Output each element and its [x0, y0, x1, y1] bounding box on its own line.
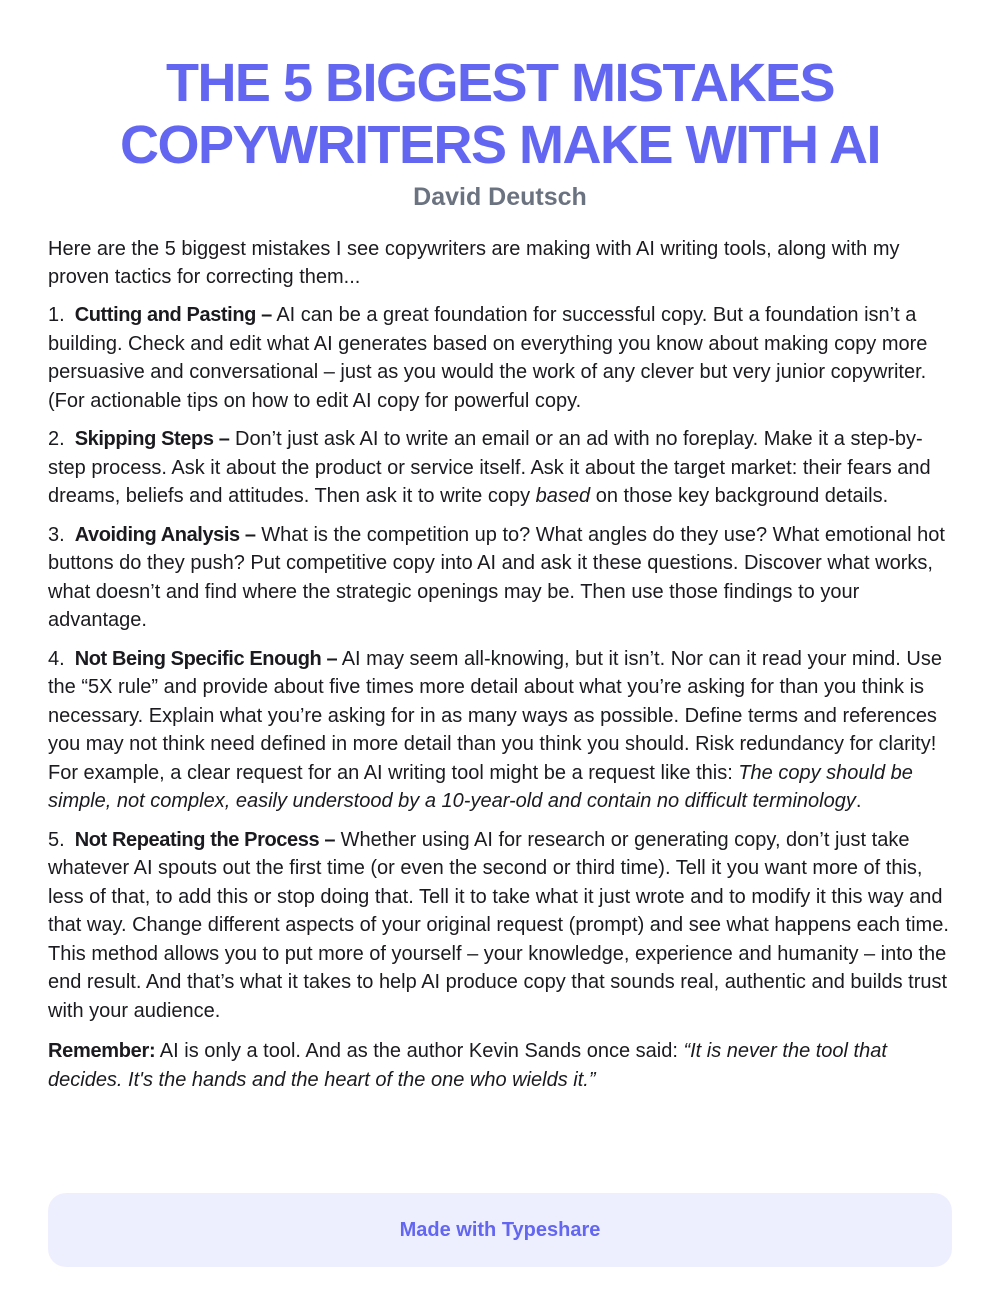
- item-text: Whether using AI for research or generating copy, don’t just take whatever AI spouts out the first time (or even the second or third time). Tell it you want more of this, less of that, to add this or stop doing that. Tell it to take what it just wrote and to modify it this way and that way. Change different aspects of your original request (prompt) and see what happens each time. This method allows you to put more of yourself – your knowledge, experience and humanity – into the end result. And that’s what it takes to help AI produce copy that sounds real, authentic and builds trust with your audience.: [48, 828, 949, 1022]
- item-text: AI can be a great foundation for successful copy. But a foundation isn’t a building. Check and edit what AI generates based on everything you know about making copy more persuasive and conversational – just as you would the work of any clever but very junior copywriter. (For actionable tips on how to edit AI copy for powerful copy.: [48, 304, 928, 412]
- item-number: 2.: [48, 428, 65, 450]
- item-text: AI may seem all-knowing, but it isn’t. Nor can it read your mind. Use the “5X rule” and provide about five times more detail about what you’re asking for than you think is necessary. Explain what you’re asking for in as many ways as possible. Define terms and references you may not think need defined in more detail than you think you should. Risk redundancy for clarity! For example, a clear request for an AI writing tool might be a request like this:: [48, 647, 942, 784]
- item-text-after: .: [855, 790, 862, 812]
- item-number: 1.: [48, 304, 65, 326]
- title-line-2: COPYWRITERS MAKE WITH AI: [120, 115, 880, 175]
- mistake-item-2: [48, 425, 952, 511]
- remember-text: AI is only a tool. And as the author Kevin Sands once said:: [155, 1040, 684, 1062]
- mistake-item-5: [48, 826, 952, 1026]
- item-title: Avoiding Analysis –: [74, 523, 256, 546]
- intro-paragraph: Here are the 5 biggest mistakes I see copywriters are making with AI writing tools, along with my proven tactics for correcting them...: [48, 238, 900, 288]
- mistake-item-3: [48, 521, 952, 635]
- item-number: 3.: [48, 523, 65, 546]
- mistake-item-1: [48, 301, 952, 415]
- item-number: 5.: [48, 828, 65, 851]
- document: [48, 52, 952, 1095]
- item-emphasis: based: [535, 485, 591, 507]
- title-line-1: THE 5 BIGGEST MISTAKES: [165, 53, 835, 113]
- item-text: What is the competition up to? What angles do they use? What emotional hot buttons do they push? Put competitive copy into AI and ask it these questions. Discover what works, what doesn’t and find where the strategic openings may be. Then use those findings to your advantage.: [48, 523, 945, 631]
- item-text: Don’t just ask AI to write an email or an ad with no foreplay. Make it a step-by-step process. Ask it about the product or service itself. Ask it about the target market: their fears and dreams, beliefs and attitudes. Then ask it to write copy: [48, 428, 931, 507]
- item-text-after: on those key background details.: [590, 485, 889, 507]
- item-title: Skipping Steps –: [74, 428, 230, 450]
- made-with-typeshare-link[interactable]: Made with Typeshare: [399, 1218, 601, 1241]
- remember-quote: “It is never the tool that decides. It's the hands and the heart of the one who wields it.”: [48, 1040, 887, 1091]
- item-number: 4.: [48, 647, 65, 670]
- remember-label: Remember:: [48, 1040, 156, 1062]
- item-title: Not Being Specific Enough –: [74, 647, 338, 670]
- item-title: Not Repeating the Process –: [74, 828, 336, 851]
- item-title: Cutting and Pasting –: [74, 304, 272, 326]
- remember-paragraph: [48, 1037, 952, 1095]
- footer-banner: [48, 1193, 952, 1267]
- author-name: David Deutsch: [413, 183, 587, 211]
- mistake-item-4: [48, 645, 952, 816]
- item-emphasis: The copy should be simple, not complex, easily understood by a 10-year-old and contain no difficult terminology: [48, 761, 913, 812]
- page-title: [48, 52, 952, 176]
